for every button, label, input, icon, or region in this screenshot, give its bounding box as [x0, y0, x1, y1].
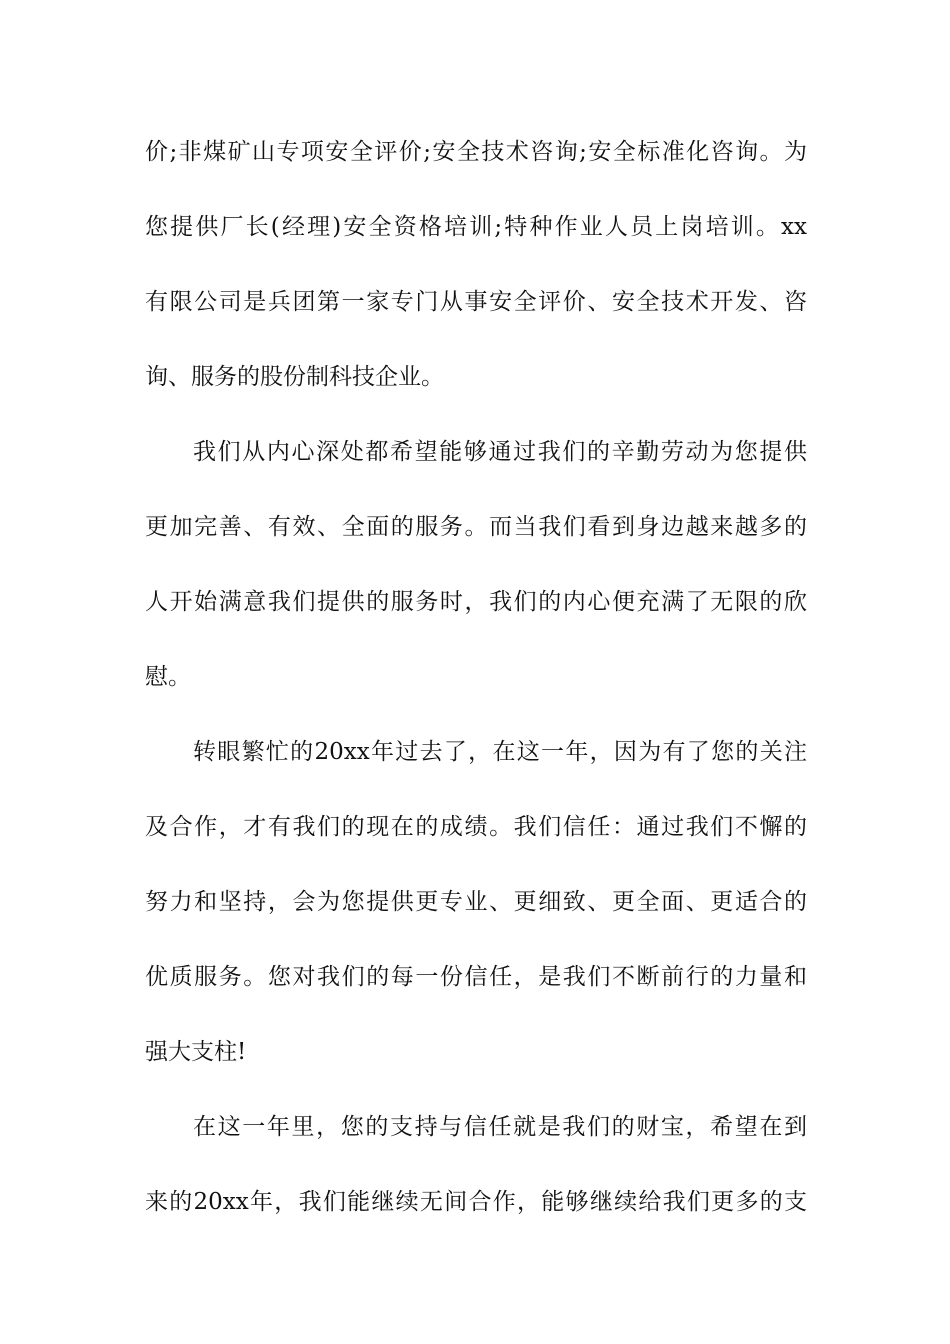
paragraph-first-line: 在这一年里，您的支持与信任就是我们的财宝，希望在到 [193, 1114, 807, 1140]
paragraph-first-line: 我们从内心深处都希望能够通过我们的辛勤劳动为您提供 [193, 439, 807, 465]
text-line: 来的20xx年，我们能继续无间合作，能够继续给我们更多的支 [145, 1189, 807, 1215]
text-line: 人开始满意我们提供的服务时，我们的内心便充满了无限的欣 [145, 589, 807, 615]
text-line: 及合作，才有我们的现在的成绩。我们信任：通过我们不懈的 [145, 814, 807, 840]
paragraph-first-line: 转眼繁忙的20xx年过去了，在这一年，因为有了您的关注 [193, 739, 807, 765]
text-line: 强大支柱! [145, 1039, 247, 1065]
text-line: 询、服务的股份制科技企业。 [145, 364, 444, 390]
text-line: 慰。 [145, 664, 191, 690]
text-line: 更加完善、有效、全面的服务。而当我们看到身边越来越多的 [145, 514, 807, 540]
text-line: 努力和坚持，会为您提供更专业、更细致、更全面、更适合的 [145, 889, 807, 915]
text-line: 有限公司是兵团第一家专门从事安全评价、安全技术开发、咨 [145, 289, 807, 315]
text-line: 优质服务。您对我们的每一份信任，是我们不断前行的力量和 [145, 964, 807, 990]
text-line: 价;非煤矿山专项安全评价;安全技术咨询;安全标准化咨询。为 [145, 139, 807, 165]
document-body [145, 128, 807, 1253]
text-line: 您提供厂长(经理)安全资格培训;特种作业人员上岗培训。xx [145, 214, 807, 240]
